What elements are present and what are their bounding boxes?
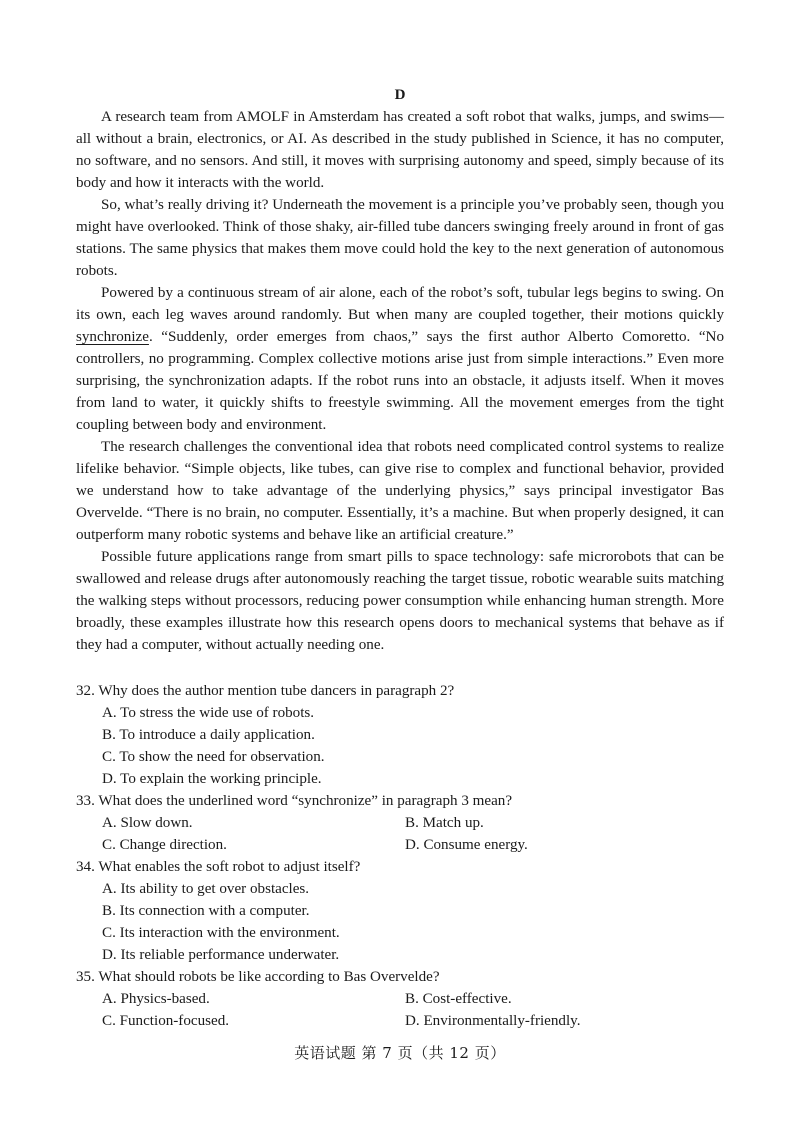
option-c: C. Its interaction with the environment. <box>102 925 340 941</box>
option-row <box>76 812 724 834</box>
paragraph-1: A research team from AMOLF in Amsterdam has created a soft robot that walks, jumps, and swims—all without a brain, electronics, or AI. As described in the study published in Science, it has no computer, no software, and no sensors. And still, it moves with surprising autonomy and speed, simply because of its body and how it interacts with the world. <box>76 109 724 191</box>
section-heading: D <box>394 87 406 103</box>
option-d: D. Consume energy. <box>405 837 528 853</box>
option-c: C. Function-focused. <box>102 1013 230 1029</box>
option-c: C. To show the need for observation. <box>102 749 325 765</box>
question-35 <box>76 966 724 1032</box>
option-b: B. Match up. <box>405 815 484 831</box>
question-32 <box>76 680 724 790</box>
option-a: A. Its ability to get over obstacles. <box>102 881 310 897</box>
question-33 <box>76 790 724 856</box>
question-list <box>76 680 724 1032</box>
option-d: D. Its reliable performance underwater. <box>102 947 340 963</box>
paragraph-5: Possible future applications range from smart pills to space technology: safe microrobots that can be swallowed and release drugs after autonomously reaching the target tissue, robotic wearable suits matching the walking steps without processors, reducing power consumption while enhancing human strength. More broadly, these examples illustrate how this research opens doors to mechanical systems that behave as if they had a computer, without actually needing one. <box>76 549 724 653</box>
question-stem: 35. What should robots be like according to Bas Overvelde? <box>76 969 440 985</box>
question-stem: 34. What enables the soft robot to adjust itself? <box>76 859 361 875</box>
option-a: A. To stress the wide use of robots. <box>102 705 315 721</box>
option-c: C. Change direction. <box>102 837 227 853</box>
option-b: B. Its connection with a computer. <box>102 903 310 919</box>
paragraph-4: The research challenges the conventional idea that robots need complicated control systems to realize lifelike behavior. “Simple objects, like tubes, can give rise to complex and functional behavior, provided we understand how to take advantage of the underlying physics,” says principal investigator Bas Overvelde. “There is no brain, no computer. Essentially, it’s a machine. But when properly designed, it can outperform many robotic systems and behave like an artificial creature.” <box>76 439 724 543</box>
underlined-word: synchronize <box>76 329 149 345</box>
option-b: B. Cost-effective. <box>405 991 512 1007</box>
option-row <box>76 988 724 1010</box>
option-d: D. Environmentally-friendly. <box>405 1013 581 1029</box>
option-b: B. To introduce a daily application. <box>102 727 315 743</box>
option-d: D. To explain the working principle. <box>102 771 322 787</box>
option-a: A. Slow down. <box>102 815 193 831</box>
question-34 <box>76 856 724 966</box>
option-row <box>76 1010 724 1032</box>
paragraph-3-text-start: Powered by a continuous stream of air alone, each of the robot’s soft, tubular legs begins to swing. On its own, each leg waves around randomly. But when many are coupled together, their motions quickly <box>76 285 724 323</box>
question-stem: 33. What does the underlined word “synchronize” in paragraph 3 mean? <box>76 793 513 809</box>
reading-passage <box>76 106 724 656</box>
paragraph-3-text-end: . “Suddenly, order emerges from chaos,” says the first author Alberto Comoretto. “No controllers, no programming. Complex collective motions arise just from simple interactions.” Even more surprising, the synchronization adapts. If the robot runs into an obstacle, it adjusts itself. When it moves from land to water, it quickly shifts to freestyle swimming. All the movement emerges from the tight coupling between body and environment. <box>76 329 724 433</box>
option-a: A. Physics-based. <box>102 991 210 1007</box>
paragraph-2: So, what’s really driving it? Underneath the movement is a principle you’ve probably seen, though you might have overlooked. Think of those shaky, air-filled tube dancers swinging freely around in front of gas stations. The same physics that makes them move could hold the key to the next generation of autonomous robots. <box>76 197 724 279</box>
question-stem: 32. Why does the author mention tube dancers in paragraph 2? <box>76 683 455 699</box>
option-row <box>76 834 724 856</box>
paragraph-3 <box>76 282 724 436</box>
page-footer: 英语试题 第 7 页（共 12 页） <box>294 1044 506 1062</box>
